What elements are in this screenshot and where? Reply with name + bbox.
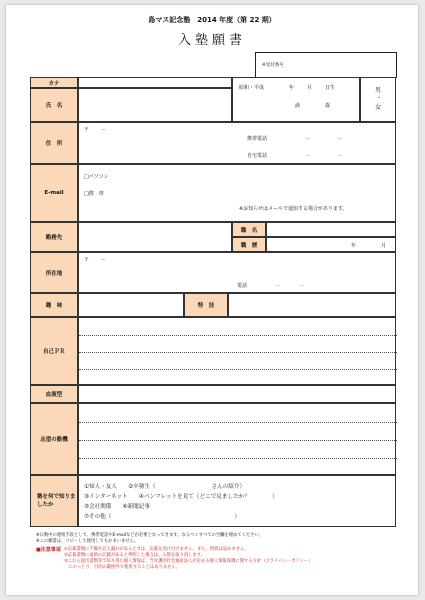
location-postal-mark: 〒 — [84, 257, 90, 263]
work-phone-label: 電話 — [237, 283, 248, 289]
address-field[interactable] — [78, 122, 396, 164]
location-label: 所在地 — [30, 252, 78, 293]
caution-label: ■注意事項 — [36, 547, 61, 553]
self-pr-rule-1 — [79, 335, 397, 336]
home-phone-label: 自宅電話 — [247, 153, 268, 159]
caution-list — [64, 547, 406, 571]
address-label: 住 所 — [30, 122, 78, 164]
position-label: 職 名 — [232, 222, 266, 237]
home-dash-1: － — [305, 153, 311, 159]
gender-separator: ・ — [376, 95, 383, 102]
email-pc-checkbox[interactable]: □パソコン — [84, 174, 109, 180]
motivation-rule-2 — [79, 440, 397, 441]
blood-type-field[interactable] — [78, 385, 396, 403]
birth-month-unit: 月 — [307, 85, 313, 91]
location-field[interactable] — [78, 252, 396, 293]
referral-source-field[interactable] — [78, 475, 396, 527]
career-month-unit: 月 — [381, 243, 387, 249]
age-prefix: 満 — [295, 103, 301, 109]
hobby-label: 趣 味 — [30, 293, 78, 317]
workplace-field[interactable] — [78, 222, 232, 252]
note-line-1: ※日数中の連絡手段として、携帯電話やE-mailなどが必要となってきます。なるべくすべての空欄を埋めてください。 — [36, 533, 264, 538]
motivation-rule-3 — [79, 458, 397, 459]
position-field[interactable] — [266, 222, 396, 237]
referral-option-3[interactable]: ⑤会社関係 ⑥新聞記事 — [84, 504, 150, 510]
self-pr-rule-2 — [79, 352, 397, 353]
referral-option-4[interactable]: ⑦その他（ ） — [84, 514, 241, 520]
email-mobile-checkbox[interactable]: □携 帯 — [84, 191, 104, 197]
career-label: 職 歴 — [232, 237, 266, 252]
mobile-dash-1: － — [305, 136, 311, 142]
email-field[interactable] — [78, 164, 396, 222]
form-subtitle: 島マス記念塾 2014 年度（第 22 期） — [148, 16, 276, 24]
gender-female[interactable]: 女 — [375, 104, 382, 111]
motivation-label: 志望の動機 — [30, 403, 78, 475]
caution-line-3: ③これら提出書類等で知り得た個人情報は、当弁護団社会福祉法人が定める個人情報保護に関する方針（プライバシーポリシー） — [64, 559, 313, 564]
email-note: ※お知らせはメールで通知する場合があります。 — [239, 206, 348, 212]
referral-source-label: 塾を何で知りましたか — [30, 475, 78, 527]
work-phone-dash-2: － — [299, 283, 305, 289]
receipt-number-box — [255, 52, 397, 78]
postal-mark: 〒 — [84, 127, 90, 133]
form-title: 入塾願書 — [177, 33, 246, 48]
motivation-field[interactable] — [78, 403, 396, 475]
work-phone-dash-1: － — [275, 283, 281, 289]
referral-option-1[interactable]: ①知人・友人 ②卒塾生（ さんの紹介） — [84, 484, 246, 490]
referral-option-2[interactable]: ③インターネット ④パンフレットを見て（どこで見ましたか？ ） — [84, 494, 278, 500]
self-pr-rule-3 — [79, 369, 397, 370]
postal-dash: － — [101, 127, 107, 133]
application-form-page — [6, 5, 418, 595]
self-pr-label: 自己ＰＲ — [30, 317, 78, 385]
mobile-phone-label: 携帯電話 — [247, 136, 268, 142]
application-table — [30, 77, 396, 527]
form-notes — [36, 533, 406, 573]
birth-day-unit: 日生 — [325, 85, 336, 91]
career-year-unit: 年 — [351, 243, 357, 249]
hobby-field[interactable] — [78, 293, 184, 317]
self-pr-field[interactable] — [78, 317, 396, 385]
career-field[interactable] — [266, 237, 396, 252]
skill-field[interactable] — [228, 293, 396, 317]
gender-male[interactable]: 男 — [375, 87, 382, 94]
caution-line-2: ②応募書類に虚偽の記載があると判明した場合は、入塾を取り消します。 — [64, 553, 206, 558]
mobile-dash-2: － — [337, 136, 343, 142]
workplace-label: 勤務先 — [30, 222, 78, 252]
receipt-number-label: ※受付番号 — [262, 63, 284, 68]
birthdate-field[interactable] — [232, 77, 360, 122]
location-postal-dash: － — [101, 257, 107, 263]
home-dash-2: － — [337, 153, 343, 159]
birth-era: 昭和・平成 — [239, 85, 265, 91]
gender-field[interactable] — [360, 77, 396, 122]
skill-label: 特 技 — [184, 293, 228, 317]
note-line-2: ※この願書は、コピーして使用してもかまいません。 — [36, 539, 139, 544]
caution-line-1: ①応募書類に不備や記入漏れがあるときは、応募を受け付けません。また、別紙は認めません。 — [64, 547, 249, 552]
name-label: 氏 名 — [30, 88, 78, 122]
blood-type-label: 血液型 — [30, 385, 78, 403]
email-label: E-mail — [30, 164, 78, 222]
caution-section — [36, 547, 406, 573]
birth-year-unit: 年 — [289, 85, 295, 91]
motivation-rule-1 — [79, 422, 397, 423]
name-field[interactable] — [78, 88, 232, 122]
caution-line-4: にのっとり、目的の範囲外で使用することはありません。 — [64, 565, 181, 570]
kana-field[interactable] — [78, 77, 232, 88]
kana-label: カナ — [30, 77, 78, 88]
age-suffix: 歳 — [325, 103, 331, 109]
